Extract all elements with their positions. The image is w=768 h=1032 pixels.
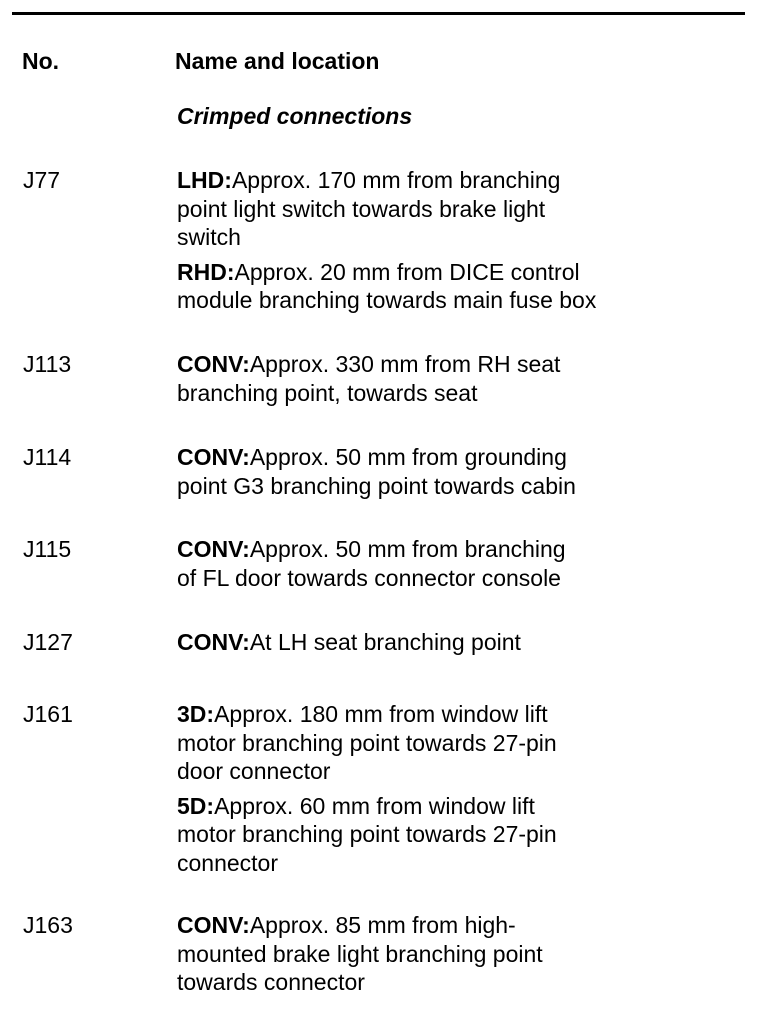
column-header-number: No. (22, 48, 60, 74)
location-line: point G3 branching point towards cabin (177, 472, 576, 499)
connection-description (177, 350, 752, 413)
location-line: CONV:Approx. 50 mm from branching (177, 536, 566, 562)
location-line: branching point, towards seat (177, 379, 478, 406)
variant-key: LHD: (177, 167, 232, 193)
connection-description (177, 443, 752, 506)
location-line: 5D:Approx. 60 mm from window lift (177, 792, 535, 819)
location-line: module branching towards main fuse box (177, 287, 597, 314)
location-line: door connector (177, 758, 331, 785)
location-line: connector (177, 849, 279, 876)
location-line: CONV:Approx. 50 mm from grounding (177, 444, 567, 470)
location-line: CONV:Approx. 330 mm from RH seat (177, 351, 561, 377)
location-paragraph (177, 700, 752, 786)
connection-description (177, 911, 752, 1003)
variant-key: 5D: (177, 792, 215, 819)
section-title: Crimped connections (177, 103, 413, 129)
connection-number: J113 (23, 351, 72, 377)
connection-number: J163 (23, 912, 73, 938)
connection-description (177, 700, 752, 884)
location-paragraph (177, 911, 752, 997)
location-line: mounted brake light branching point (177, 940, 543, 967)
variant-key: CONV: (177, 536, 250, 562)
location-line: RHD:Approx. 20 mm from DICE control (177, 258, 580, 285)
location-paragraph (177, 166, 752, 252)
location-paragraph (177, 792, 752, 878)
variant-key: RHD: (177, 258, 235, 285)
location-line: towards connector (177, 969, 365, 996)
location-line: motor branching point towards 27-pin (177, 729, 557, 756)
variant-key: CONV: (177, 444, 250, 470)
location-paragraph (177, 443, 752, 500)
location-paragraph (177, 258, 752, 315)
connection-number: J161 (23, 701, 73, 727)
location-paragraph (177, 350, 752, 407)
connection-description (177, 166, 752, 321)
location-paragraph (177, 628, 752, 657)
variant-key: CONV: (177, 912, 250, 938)
connection-number: J115 (23, 536, 72, 562)
connection-number: J114 (23, 444, 72, 470)
variant-key: CONV: (177, 629, 250, 655)
location-line: LHD:Approx. 170 mm from branching (177, 167, 561, 193)
variant-key: CONV: (177, 351, 250, 377)
connection-number: J127 (23, 629, 73, 655)
location-line: of FL door towards connector console (177, 564, 561, 591)
connection-description (177, 535, 752, 598)
connection-number: J77 (23, 167, 61, 193)
location-line: 3D:Approx. 180 mm from window lift (177, 701, 548, 727)
location-line: point light switch towards brake light (177, 195, 546, 222)
location-line: motor branching point towards 27-pin (177, 821, 557, 848)
connection-description (177, 628, 752, 663)
location-paragraph (177, 535, 752, 592)
location-line: switch (177, 224, 241, 251)
column-header-name-location: Name and location (175, 48, 380, 74)
location-line: CONV:At LH seat branching point (177, 629, 521, 655)
variant-key: 3D: (177, 701, 215, 727)
location-line: CONV:Approx. 85 mm from high- (177, 912, 516, 938)
top-rule (12, 12, 745, 15)
